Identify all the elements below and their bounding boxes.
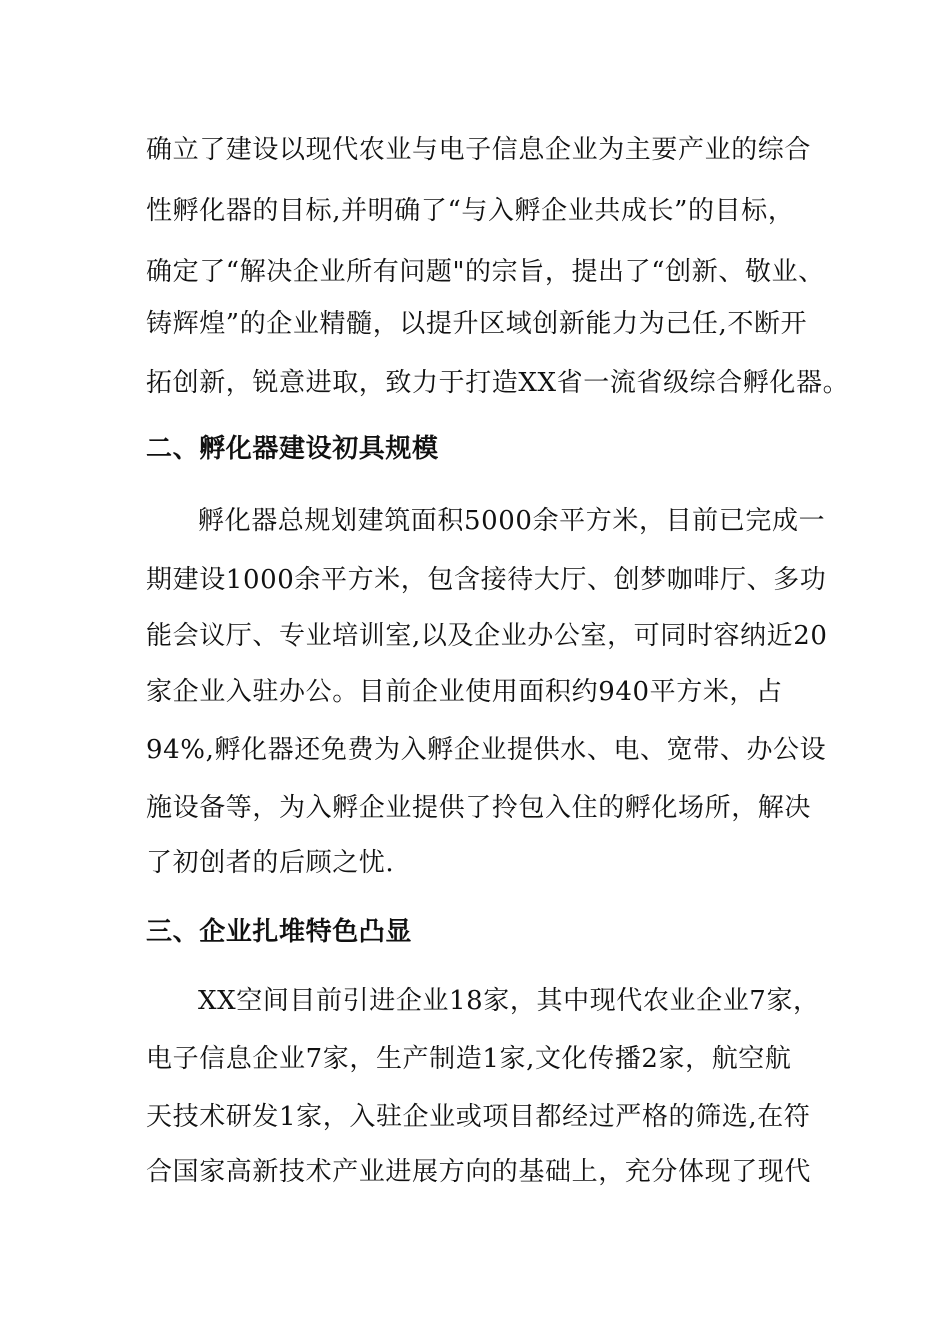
section-heading: 三、企业扎堆特色凸显 (146, 917, 413, 947)
paragraph-line: 家企业入驻办公。目前企业使用面积约940平方米，占 (146, 677, 783, 707)
paragraph-line: 能会议厅、专业培训室,以及企业办公室，可同时容纳近20 (146, 621, 828, 651)
paragraph-line: 确立了建设以现代农业与电子信息企业为主要产业的综合 (146, 135, 812, 165)
paragraph-line: 性孵化器的目标,并明确了“与入孵企业共成长”的目标， (146, 196, 795, 226)
paragraph-line: 确定了“解决企业所有问题"的宗旨，提出了“创新、敬业、 (146, 257, 825, 287)
paragraph-line: 孵化器总规划建筑面积5000余平方米，目前已完成一 (198, 506, 826, 536)
paragraph-line: 电子信息企业7家，生产制造1家,文化传播2家，航空航 (146, 1044, 792, 1074)
paragraph-line: 了初创者的后顾之忧. (146, 848, 395, 878)
paragraph-line: 拓创新，锐意进取，致力于打造XX省一流省级综合孵化器。 (146, 368, 850, 398)
paragraph-line: 94%,孵化器还免费为入孵企业提供水、电、宽带、办公设 (146, 735, 827, 765)
paragraph-line: 合国家高新技术产业进展方向的基础上，充分体现了现代 (146, 1157, 812, 1187)
paragraph-line: 期建设1000余平方米，包含接待大厅、创梦咖啡厅、多功 (146, 565, 827, 595)
paragraph-line: 天技术研发1家，入驻企业或项目都经过严格的筛选,在符 (146, 1102, 811, 1132)
paragraph-line: 铸辉煌”的企业精髓，以提升区域创新能力为己任,不断开 (146, 309, 808, 339)
paragraph-line: 施设备等，为入孵企业提供了拎包入住的孵化场所，解决 (146, 793, 812, 823)
paragraph-line: XX空间目前引进企业18家，其中现代农业企业7家， (198, 986, 820, 1016)
section-heading: 二、孵化器建设初具规模 (146, 434, 439, 464)
